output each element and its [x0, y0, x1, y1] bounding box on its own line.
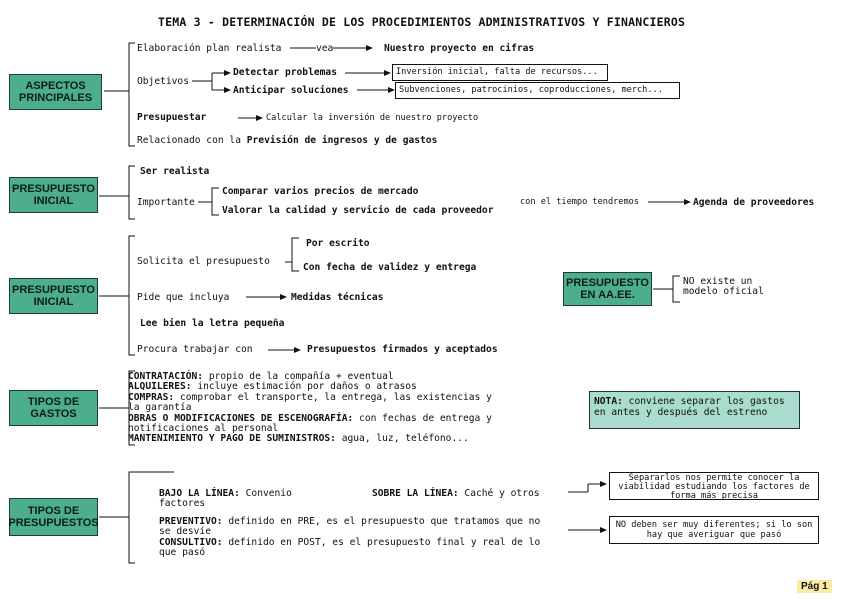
solicita-text: Solicita el presupuesto	[137, 256, 270, 267]
calcular-text: Calcular la inversión de nuestro proyecto	[266, 113, 479, 123]
section-label-tipos-gastos: TIPOS DE GASTOS	[9, 390, 98, 426]
separarlos-box: Separarlos nos permite conocer la viabilidad estudiando los factores de forma más precisa	[609, 472, 819, 500]
presupuesto-aaee-label: PRESUPUESTO EN AA.EE.	[563, 272, 652, 306]
relacionado-line: Relacionado con la Previsión de ingresos y de gastos	[137, 135, 438, 146]
list-item: OBRAS O MODIFICACIONES DE ESCENOGRAFÍA: con fechas de entrega y	[128, 412, 492, 424]
vea-text: vea	[316, 43, 334, 54]
list-item: COMPRAS: comprobar el transporte, la entrega, las existencias y	[128, 391, 492, 403]
anticipar-text: Anticipar soluciones	[233, 85, 349, 96]
section-label-aspectos: ASPECTOS PRINCIPALES	[9, 74, 102, 110]
comparar-text: Comparar varios precios de mercado	[222, 186, 419, 197]
detectar-text: Detectar problemas	[233, 67, 337, 78]
list-item: CONTRATACIÓN: propio de la compañía + eventual	[128, 371, 394, 382]
por-escrito-text: Por escrito	[306, 238, 370, 249]
valorar-text: Valorar la calidad y servicio de cada proveedor	[222, 205, 494, 216]
con-fecha-text: Con fecha de validez y entrega	[303, 262, 477, 273]
importante-text: Importante	[137, 197, 195, 208]
elaboracion-text: Elaboración plan realista	[137, 43, 282, 54]
list-item: ALQUILERES: incluye estimación por daños o atrasos	[128, 381, 417, 393]
detectar-box: Inversión inicial, falta de recursos...	[392, 64, 608, 81]
nota-box: NOTA: conviene separar los gastos en antes y después del estreno	[589, 391, 800, 429]
section-label-tipos-presupuestos: TIPOS DE PRESUPUESTOS	[9, 498, 98, 536]
presupuestar-text: Presupuestar	[137, 112, 207, 123]
procura-text: Procura trabajar con	[137, 344, 253, 355]
list-item: MANTENIMIENTO Y PAGO DE SUMINISTROS: agua, luz, teléfono...	[128, 433, 469, 445]
factores-text: factores	[159, 498, 206, 509]
tipos-gastos-list	[128, 372, 492, 445]
firmados-text: Presupuestos firmados y aceptados	[307, 344, 498, 355]
section-label-presupuesto-inicial-2: PRESUPUESTO INICIAL	[9, 278, 98, 314]
agenda-text: Agenda de proveedores	[693, 197, 815, 208]
sobre-linea-text: SOBRE LA LÍNEA: Caché y otros	[372, 488, 540, 499]
pide-text: Pide que incluya	[137, 292, 230, 303]
con-el-tiempo-text: con el tiempo tendremos	[520, 197, 639, 207]
page-title: TEMA 3 - DETERMINACIÓN DE LOS PROCEDIMIENTOS ADMINISTRATIVOS Y FINANCIEROS	[158, 15, 686, 29]
medidas-text: Medidas técnicas	[291, 292, 384, 303]
section-label-presupuesto-inicial-1: PRESUPUESTO INICIAL	[9, 177, 98, 213]
consultivo-text: CONSULTIVO: definido en POST, es el presupuesto final y real de lo que pasó	[159, 537, 541, 559]
list-item: la garantía	[128, 402, 192, 414]
bajo-linea-text: BAJO LA LÍNEA: Convenio	[159, 488, 292, 499]
cifras-text: Nuestro proyecto en cifras	[384, 43, 535, 54]
objetivos-text: Objetivos	[137, 76, 189, 87]
ser-realista-text: Ser realista	[140, 166, 210, 177]
page-number-badge: Pág 1	[797, 580, 832, 593]
lee-text: Lee bien la letra pequeña	[140, 318, 285, 329]
list-item: notificaciones al personal	[128, 423, 279, 435]
preventivo-text: PREVENTIVO: definido en PRE, es el presupuesto que tratamos que no se desvíe	[159, 516, 541, 538]
anticipar-box: Subvenciones, patrocinios, coproducciones, merch...	[395, 82, 680, 99]
no-deben-box: NO deben ser muy diferentes; si lo son hay que averiguar que pasó	[609, 516, 819, 544]
no-existe-text: NO existe un modelo oficial	[683, 276, 764, 297]
